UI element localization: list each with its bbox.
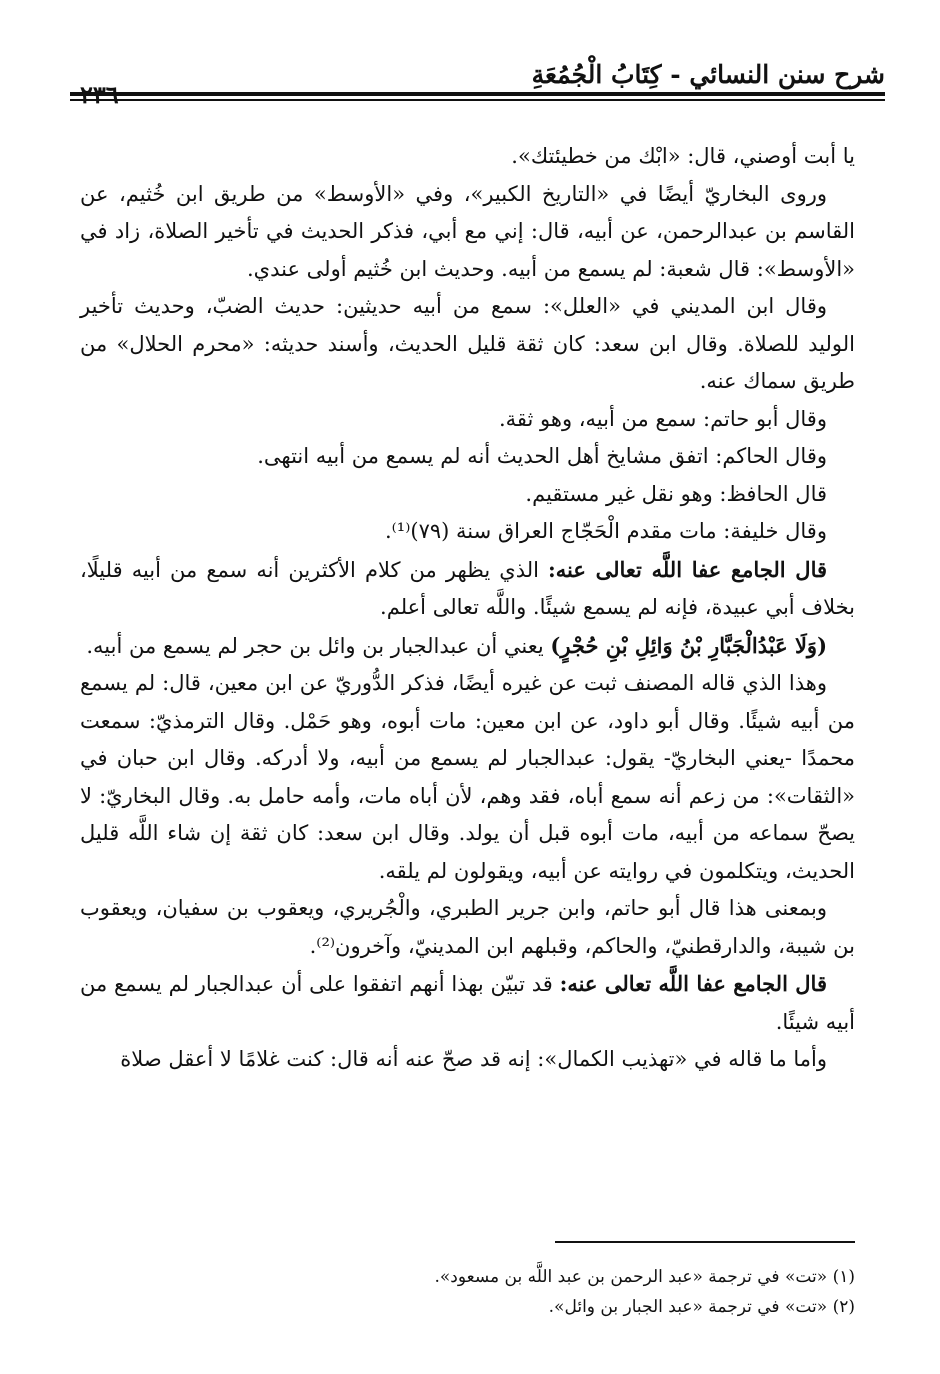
paragraph: وقال خليفة: مات مقدم الْحَجّاج العراق سنة (٧٩)⁽¹⁾.	[384, 519, 827, 543]
footnote: (٢) «تت» في ترجمة «عبد الجبار بن وائل».	[548, 1297, 855, 1317]
bold-lead: قال الجامع عفا اللَّه تعالى عنه:	[548, 556, 828, 582]
bold-lead: (وَلَا عَبْدُالْجَبَّارِ بْنُ وَائِلِ بْنِ حُجْرٍ)	[550, 632, 827, 658]
paragraph-text: قد تبيّن بهذا أنهم اتفقوا على أن عبدالجبار لم يسمع من أبيه شيئًا.	[80, 972, 855, 1034]
paragraph	[80, 551, 855, 627]
paragraph: وقال ابن المديني في «العلل»: سمع من أبيه حديثين: حديث الضبّ، وحديث تأخير الوليد للصلاة. وقال ابن سعد: كان ثقة قليل الحديث، وأسند حديثه: «محرم الحلال» من طريق سماك عنه.	[80, 294, 855, 393]
paragraph	[80, 965, 855, 1041]
paragraph: وقال أبو حاتم: سمع من أبيه، وهو ثقة.	[498, 406, 827, 431]
paragraph: وأما ما قاله في «تهذيب الكمال»: إنه قد صحّ عنه أنه قال: كنت غلامًا لا أعقل صلاة	[120, 1047, 827, 1071]
footnotes	[80, 1262, 855, 1322]
paragraph-text: الذي يظهر من كلام الأكثرين أنه سمع من أبيه قليلًا، بخلاف أبي عبيدة، فإنه لم يسمع شيئًا. واللَّه تعالى أعلم.	[80, 557, 855, 619]
footnote-separator	[555, 1241, 855, 1243]
paragraph: يا أبت أوصني، قال: «ابْك من خطيئتك».	[511, 144, 855, 168]
footnote: (١) «تت» في ترجمة «عبد الرحمن بن عبد اللَّه بن مسعود».	[434, 1267, 855, 1287]
paragraph	[80, 627, 855, 666]
header-rule-thick	[70, 92, 885, 96]
paragraph: وقال الحاكم: اتفق مشايخ أهل الحديث أنه لم يسمع من أبيه انتهى.	[257, 444, 827, 468]
paragraph: وروى البخاريّ أيضًا في «التاريخ الكبير»، وفي «الأوسط» من طريق ابن خُثيم، عن القاسم بن عبدالرحمن، عن أبيه، قال: إني مع أبي، فذكر الحديث في تأخير الصلاة، زاد في «الأوسط»: قال شعبة: لم يسمع من أبيه. وحديث ابن خُثيم أولى عندي.	[80, 181, 855, 281]
page-header	[70, 58, 885, 108]
header-rule-thin	[70, 99, 885, 101]
running-title: شرح سنن النسائي - كِتَابُ الْجُمُعَةِ	[531, 60, 885, 89]
paragraph-text: يعني أن عبدالجبار بن وائل بن حجر لم يسمع من أبيه.	[86, 633, 551, 658]
main-text	[80, 138, 855, 1079]
bold-lead: قال الجامع عفا اللَّه تعالى عنه:	[559, 971, 827, 996]
paragraph: قال الحافظ: وهو نقل غير مستقيم.	[525, 481, 827, 506]
paragraph: وبمعنى هذا قال أبو حاتم، وابن جرير الطبري، والْجُريري، ويعقوب بن سفيان، ويعقوب بن شيبة، والدارقطنيّ، والحاكم، وقبلهم ابن المدينيّ، وآخرون⁽²⁾.	[80, 896, 855, 958]
paragraph: وهذا الذي قاله المصنف ثبت عن غيره أيضًا، فذكر الدُّوريّ عن ابن معين، قال: لم يسمع من أبيه شيئًا. وقال أبو داود، عن ابن معين: مات أبوه، وهو حَمْل. وقال الترمذيّ: سمعت محمدًا -يعني البخاريّ- يقول: عبدالجبار لم يسمع من أبيه، ولا أدركه. وقال ابن حبان في «الثقات»: من زعم أنه سمع أباه، فقد وهم، لأن أباه مات، وأمه حامل به. وقال البخاريّ: لا يصحّ سماعه من أبيه، مات أبوه قبل أن يولد. وقال ابن سعد: كان ثقة إن شاء اللَّه قليل الحديث، ويتكلمون في روايته عن أبيه، ويقولون لم يلقه.	[80, 671, 855, 883]
